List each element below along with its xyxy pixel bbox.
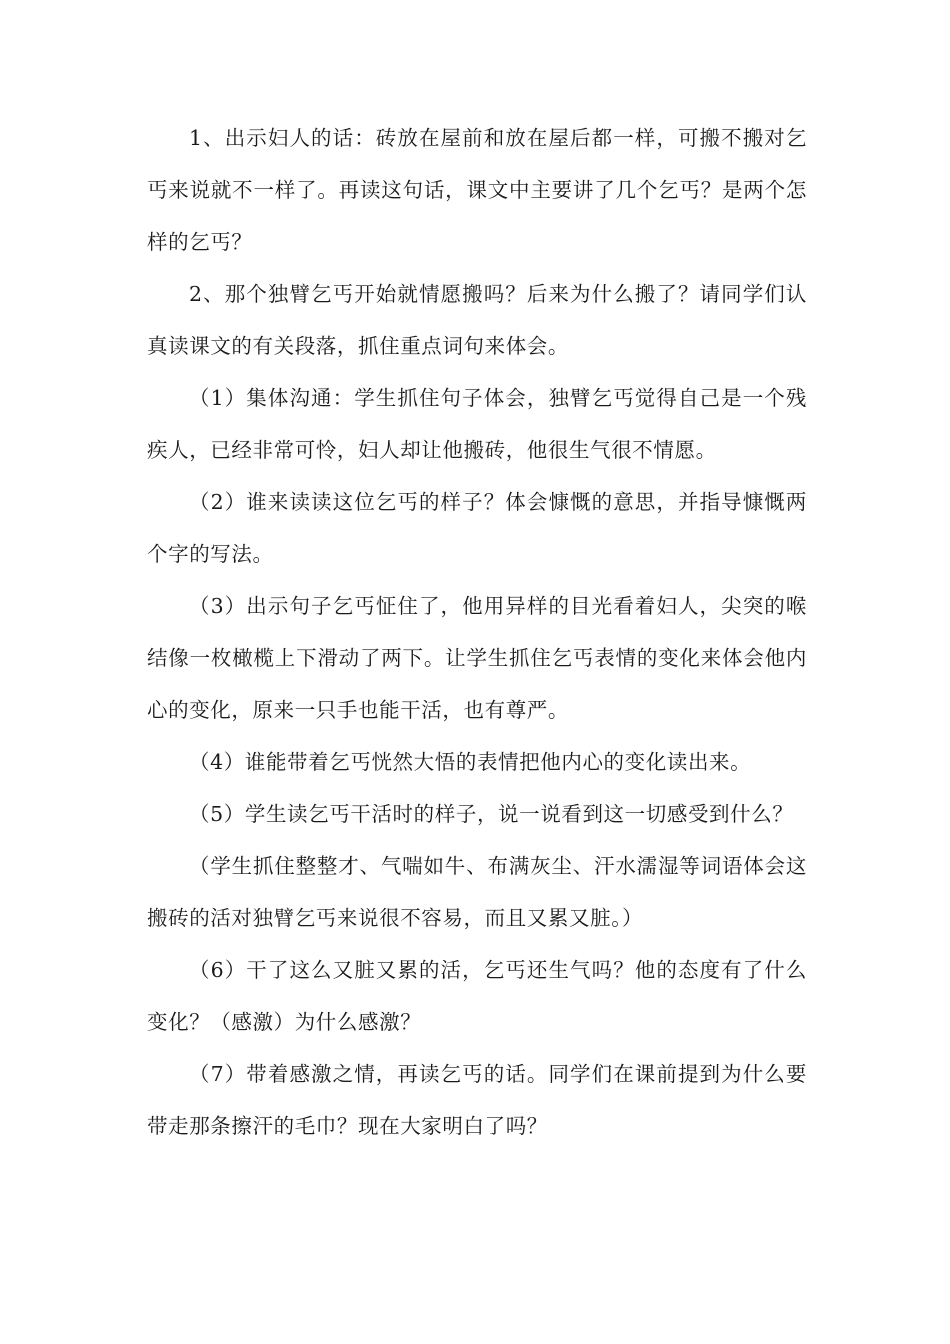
paragraph-2: 2、那个独臂乞丐开始就情愿搬吗？后来为什么搬了？请同学们认真读课文的有关段落，抓住重点词句来体会。 bbox=[147, 282, 807, 358]
paragraph-4: （2）谁来读读这位乞丐的样子？体会慷慨的意思，并指导慷慨两个字的写法。 bbox=[147, 490, 807, 566]
paragraph-9: （6）干了这么又脏又累的活，乞丐还生气吗？他的态度有了什么变化？（感激）为什么感激？ bbox=[147, 958, 807, 1034]
paragraph-8: （学生抓住整整才、气喘如牛、布满灰尘、汗水濡湿等词语体会这搬砖的活对独臂乞丐来说很不容易，而且又累又脏。） bbox=[147, 854, 807, 930]
document-body bbox=[147, 112, 807, 1152]
paragraph-6: （4）谁能带着乞丐恍然大悟的表情把他内心的变化读出来。 bbox=[189, 750, 752, 774]
paragraph-10: （7）带着感激之情，再读乞丐的话。同学们在课前提到为什么要带走那条擦汗的毛巾？现在大家明白了吗？ bbox=[147, 1062, 807, 1138]
paragraph-7: （5）学生读乞丐干活时的样子，说一说看到这一切感受到什么？ bbox=[189, 802, 794, 826]
paragraph-5: （3）出示句子乞丐怔住了，他用异样的目光看着妇人，尖突的喉结像一枚橄榄上下滑动了两下。让学生抓住乞丐表情的变化来体会他内心的变化，原来一只手也能干活，也有尊严。 bbox=[147, 594, 807, 722]
paragraph-1: 1、出示妇人的话：砖放在屋前和放在屋后都一样，可搬不搬对乞丐来说就不一样了。再读这句话，课文中主要讲了几个乞丐？是两个怎样的乞丐？ bbox=[147, 126, 807, 254]
paragraph-3: （1）集体沟通：学生抓住句子体会，独臂乞丐觉得自己是一个残疾人，已经非常可怜，妇人却让他搬砖，他很生气很不情愿。 bbox=[147, 386, 807, 462]
